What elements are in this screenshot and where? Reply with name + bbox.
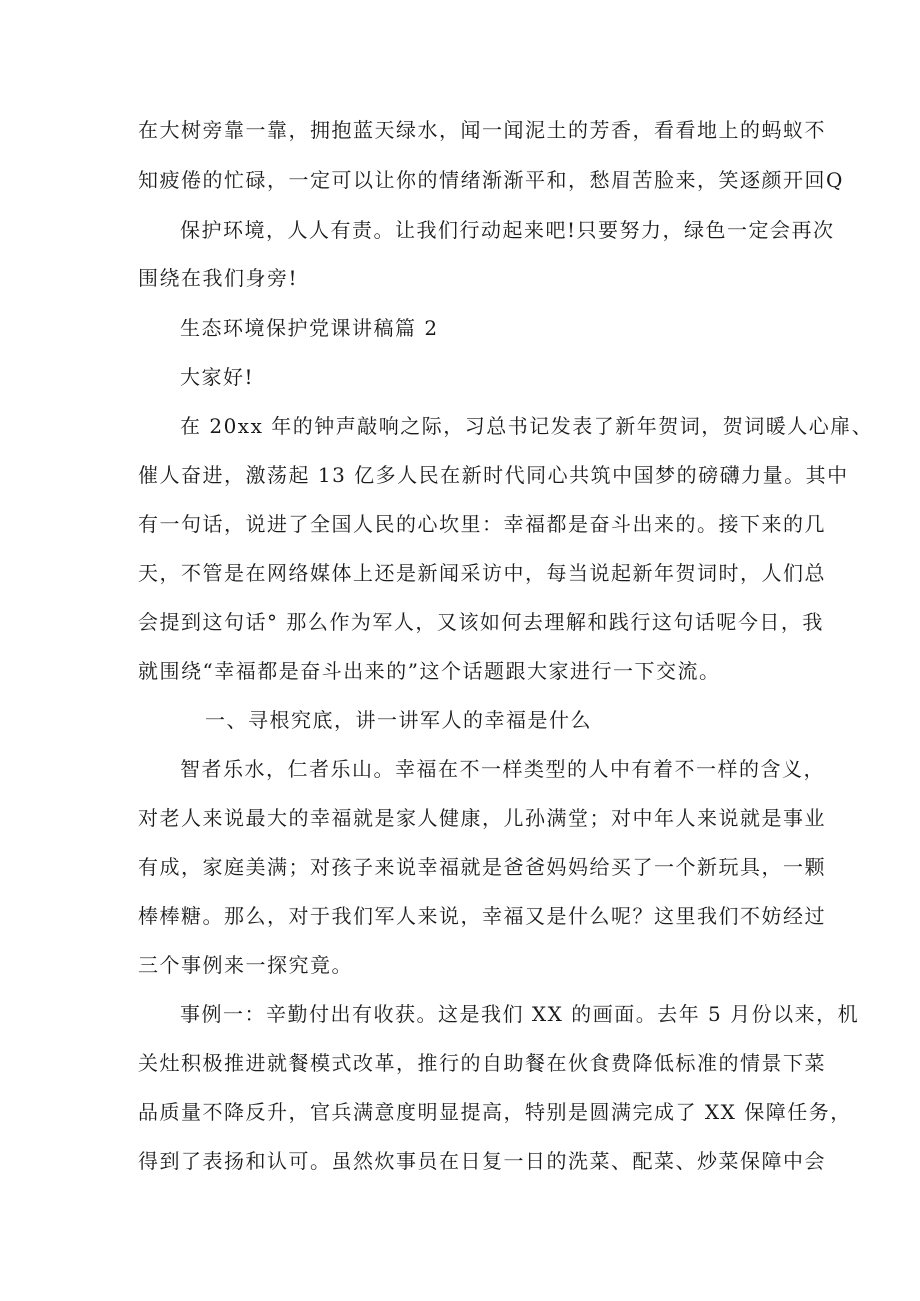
body-text-line: 对老人来说最大的幸福就是家人健康，儿孙满堂；对中年人来说就是事业 [138, 806, 826, 830]
subsection-heading: 一、寻根究底，讲一讲军人的幸福是什么 [205, 708, 592, 732]
body-text-line: 三个事例来一探究竟。 [138, 953, 353, 977]
body-text-line: 事例一：辛勤付出有收获。这是我们 XX 的画面。去年 5 月份以来，机 [180, 1002, 860, 1026]
body-text-line: 棒棒糖。那么，对于我们军人来说，幸福又是什么呢？这里我们不妨经过 [138, 904, 826, 928]
body-text-line: 有一句话，说进了全国人民的心坎里：幸福都是奋斗出来的。接下来的几 [138, 512, 826, 536]
body-text-line: 有成，家庭美满；对孩子来说幸福就是爸爸妈妈给买了一个新玩具，一颗 [138, 855, 826, 879]
body-text-line: 智者乐水，仁者乐山。幸福在不一样类型的人中有着不一样的含义， [180, 757, 825, 781]
body-text-line: 保护环境，人人有责。让我们行动起来吧!只要努力，绿色一定会再次 [180, 218, 835, 242]
body-text-line: 关灶积极推进就餐模式改革，推行的自助餐在伙食费降低标准的情景下菜 [138, 1051, 826, 1075]
body-text-line: 得到了表扬和认可。虽然炊事员在日复一日的洗菜、配菜、炒菜保障中会 [138, 1149, 826, 1173]
body-text-line: 在 20xx 年的钟声敲响之际，习总书记发表了新年贺词，贺词暖人心扉、 [180, 414, 874, 438]
body-text-line: 天，不管是在网络媒体上还是新闻采访中，每当说起新年贺词时，人们总 [138, 561, 826, 585]
body-text-line: 就围绕“幸福都是奋斗出来的”这个话题跟大家进行一下交流。 [138, 659, 721, 683]
body-text-line: 围绕在我们身旁! [138, 266, 299, 290]
body-text-line: 品质量不降反升，官兵满意度明显提高，特别是圆满完成了 XX 保障任务， [138, 1100, 852, 1124]
body-text-line: 知疲倦的忙碌，一定可以让你的情绪渐渐平和，愁眉苦脸来，笑逐颜开回Q [138, 168, 844, 192]
body-text-line: 会提到这句话° 那么作为军人，又该如何去理解和践行这句话呢今日，我 [138, 610, 824, 634]
body-text-line: 在大树旁靠一靠，拥抱蓝天绿水，闻一闻泥土的芳香，看看地上的蚂蚁不 [138, 118, 826, 142]
greeting-line: 大家好! [180, 365, 255, 389]
section-heading: 生态环境保护党课讲稿篇 2 [180, 316, 439, 340]
body-text-line: 催人奋进，激荡起 13 亿多人民在新时代同心共筑中国梦的磅礴力量。其中 [138, 463, 849, 487]
